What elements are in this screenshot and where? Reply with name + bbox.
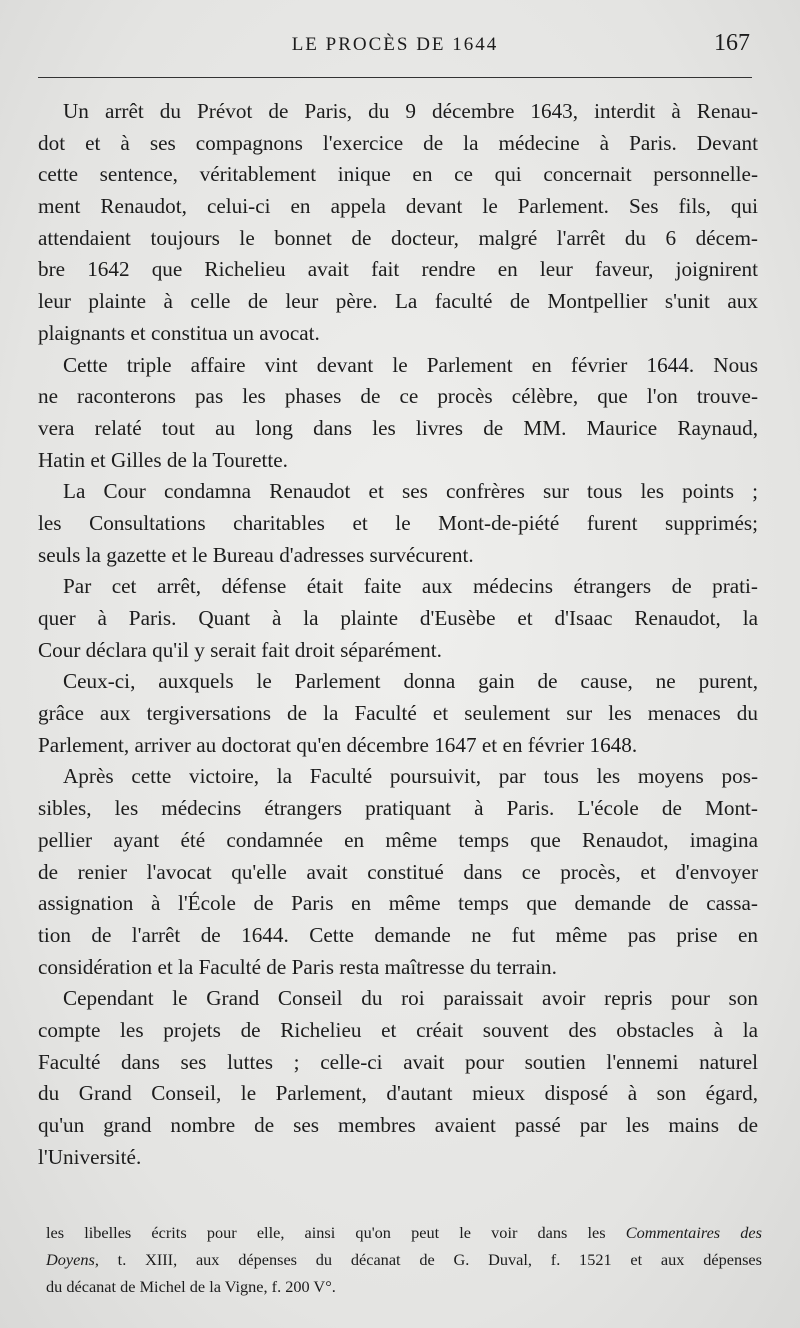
text-line: Un arrêt du Prévot de Paris, du 9 décembre 1643, interdit à Renau- xyxy=(63,99,758,123)
text-line: La Cour condamna Renaudot et ses confrères sur tous les points ; xyxy=(63,479,758,504)
text-line: vera relaté tout au long dans les livres de MM. Maurice Raynaud, xyxy=(38,415,758,440)
text-line: plaignants et constitua un avocat. xyxy=(38,320,320,345)
text-line: Après cette victoire, la Faculté poursuivit, par tous les moyens pos- xyxy=(63,764,758,789)
running-title: LE PROCÈS DE 1644 xyxy=(291,34,499,55)
footnote xyxy=(46,1219,762,1300)
text-line: seuls la gazette et le Bureau d'adresses survécurent. xyxy=(38,542,474,567)
footnote-italic-title: Doyens xyxy=(46,1250,95,1269)
text-line: attendaient toujours le bonnet de docteur, malgré l'arrêt du 6 décem- xyxy=(38,225,758,250)
header-rule xyxy=(38,77,752,78)
text-line: dot et à ses compagnons l'exercice de la médecine à Paris. Devant xyxy=(38,130,758,155)
text-line: Hatin et Gilles de la Tourette. xyxy=(38,447,288,472)
text-line: Ceux-ci, auxquels le Parlement donna gain de cause, ne purent, xyxy=(63,669,758,694)
text-line: quer à Paris. Quant à la plainte d'Eusèbe et d'Isaac Renaudot, la xyxy=(38,606,758,630)
text-line: les Consultations charitables et le Mont-de-piété furent supprimés; xyxy=(38,510,758,535)
text-line: considération et la Faculté de Paris resta maîtresse du terrain. xyxy=(38,954,557,979)
text-line: tion de l'arrêt de 1644. Cette demande ne fut même pas prise en xyxy=(38,922,758,947)
text-line: assignation à l'École de Paris en même temps que demande de cassa- xyxy=(38,891,758,916)
text-line: l'Université. xyxy=(38,1144,142,1169)
text-line: pellier ayant été condamnée en même temps que Renaudot, imagina xyxy=(38,827,758,852)
page-header xyxy=(38,30,752,64)
footnote-line xyxy=(46,1219,762,1246)
text-line: cette sentence, véritablement inique en ce qui concernait personnelle- xyxy=(38,162,758,187)
text-line: ment Renaudot, celui-ci en appela devant le Parlement. Ses fils, qui xyxy=(38,194,758,219)
body-text xyxy=(38,96,758,1173)
footnote-line xyxy=(46,1246,762,1273)
text-line: grâce aux tergiversations de la Faculté et seulement sur les menaces du xyxy=(38,701,758,726)
text-line: Cependant le Grand Conseil du roi paraissait avoir repris pour son xyxy=(63,986,758,1011)
text-line: Par cet arrêt, défense était faite aux médecins étrangers de prati- xyxy=(63,574,758,599)
text-line: Cour déclara qu'il y serait fait droit séparément. xyxy=(38,637,442,662)
text-line: Faculté dans ses luttes ; celle-ci avait pour soutien l'ennemi naturel xyxy=(38,1049,758,1074)
footnote-text: , t. XIII, aux dépenses du décanat de G. Duval, f. 1521 et aux dépenses xyxy=(94,1250,762,1269)
footnote-line: du décanat de Michel de la Vigne, f. 200 V°. xyxy=(46,1277,336,1296)
text-line: Parlement, arriver au doctorat qu'en décembre 1647 et en février 1648. xyxy=(38,732,638,757)
text-line: du Grand Conseil, le Parlement, d'autant mieux disposé à son égard, xyxy=(38,1081,758,1106)
text-line: qu'un grand nombre de ses membres avaient passé par les mains de xyxy=(38,1113,758,1137)
text-line: leur plainte à celle de leur père. La faculté de Montpellier s'unit aux xyxy=(38,289,758,314)
text-line: Cette triple affaire vint devant le Parlement en février 1644. Nous xyxy=(63,352,758,377)
text-line: ne raconterons pas les phases de ce procès célèbre, que l'on trouve- xyxy=(38,384,758,409)
text-line: bre 1642 que Richelieu avait fait rendre en leur faveur, joignirent xyxy=(38,257,758,282)
footnote-text: les libelles écrits pour elle, ainsi qu'on peut le voir dans les xyxy=(46,1223,626,1242)
page-number: 167 xyxy=(714,30,750,56)
text-line: compte les projets de Richelieu et créait souvent des obstacles à la xyxy=(38,1017,758,1042)
footnote-italic-title: Commentaires des xyxy=(625,1223,762,1242)
text-line: de renier l'avocat qu'elle avait constitué dans ce procès, et d'envoyer xyxy=(38,859,758,884)
text-line: sibles, les médecins étrangers pratiquant à Paris. L'école de Mont- xyxy=(38,796,758,821)
